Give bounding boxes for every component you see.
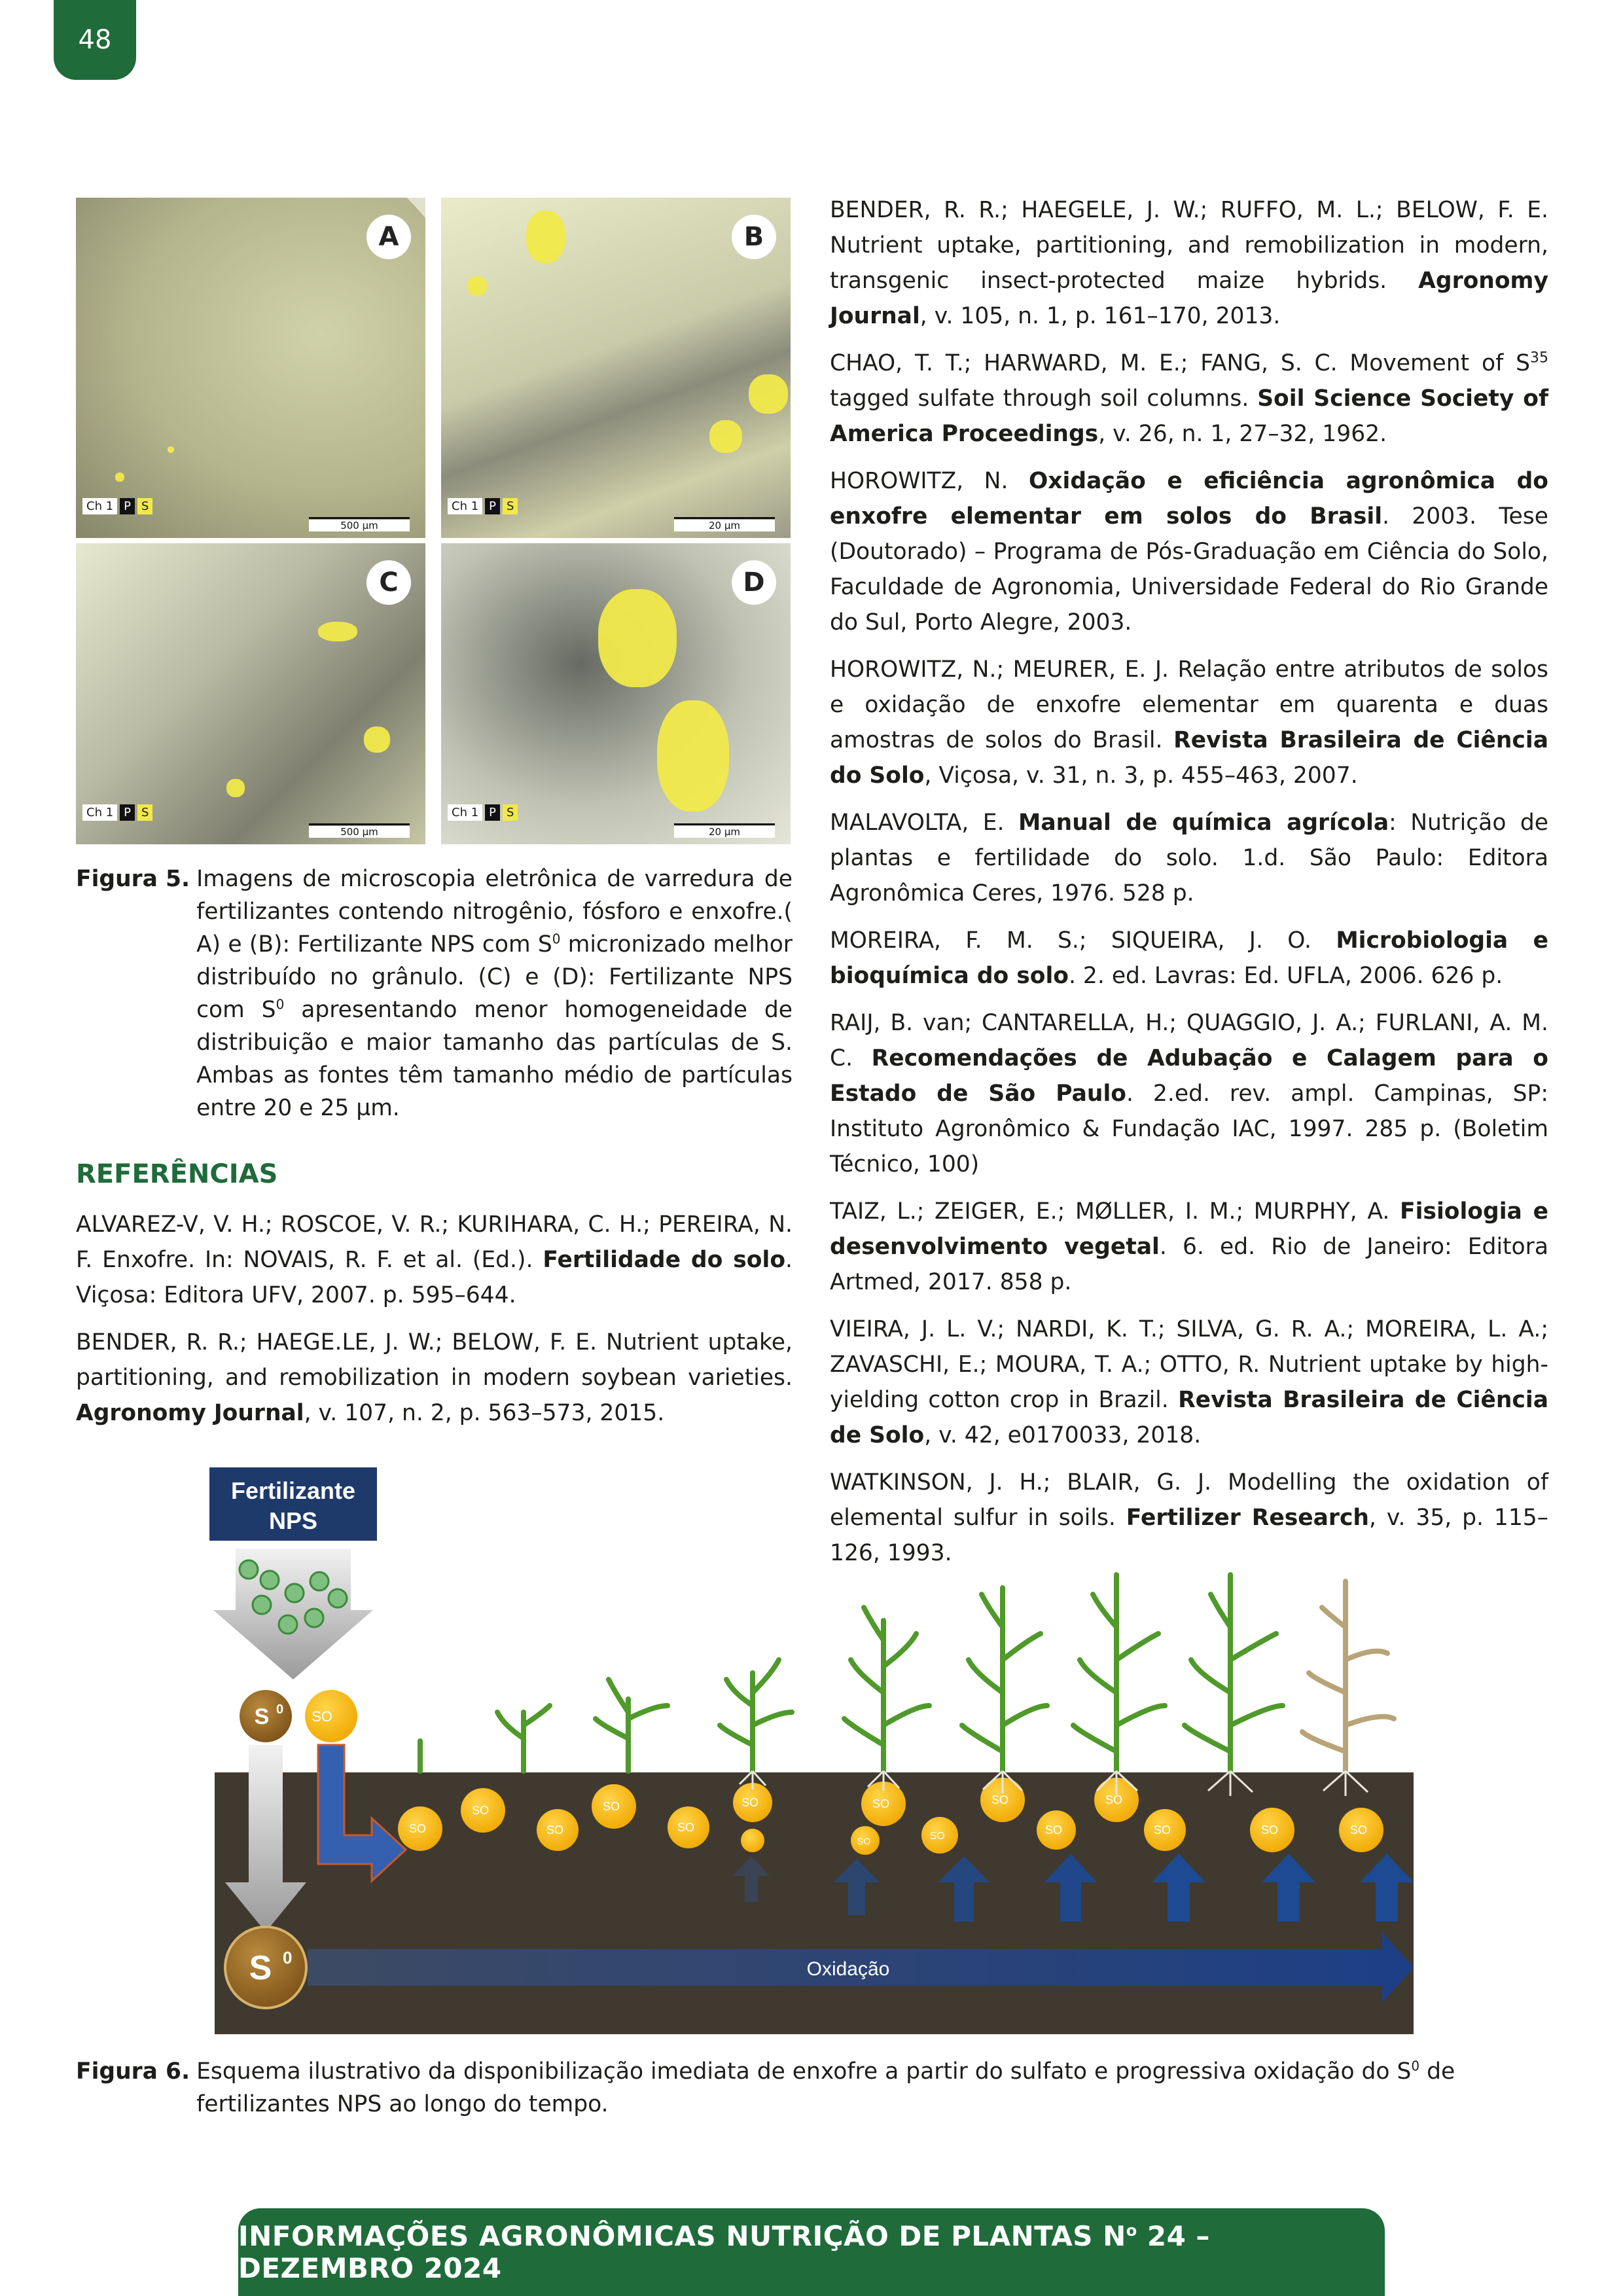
plants — [420, 1575, 1283, 1771]
fertilizer-label-line1: Fertilizante — [230, 1477, 356, 1504]
channel-legend: Ch 1 P S — [448, 498, 518, 514]
reference-item: MALAVOLTA, E. Manual de química agrícola: Nutrição de plantas e fertilidade do solo. 1.d. São Paulo: Editora Agronômica Ceres, 1976. 528 p. — [830, 810, 1549, 906]
svg-text:SO: SO — [1260, 1823, 1279, 1837]
svg-text:SO: SO — [546, 1823, 564, 1837]
svg-text:SO: SO — [677, 1821, 695, 1834]
oxidation-label: Oxidação — [806, 1958, 890, 1980]
references-left-column — [76, 1134, 793, 1443]
svg-text:SO: SO — [1153, 1823, 1171, 1837]
micrograph-a — [76, 198, 425, 538]
reference-item: BENDER, R. R.; HAEGE.LE, J. W.; BELOW, F. E. Nutrient uptake, partitioning, and remobilization in modern soybean varieties. Agronomy Journal, v. 107, n. 2, p. 563–573, 2015. — [76, 1329, 793, 1426]
caption-label: Figura 6. — [76, 2058, 190, 2085]
scale-bar: 20 µm — [674, 520, 775, 531]
fertilizer-label-line2: NPS — [268, 1507, 318, 1534]
figure-5-caption — [76, 863, 793, 1124]
reference-item: HOROWITZ, N. Oxidação e eficiência agronômica do enxofre elementar em solos do Brasil. 2003. Tese (Doutorado) – Programa de Pós-Graduação em Ciência do Solo, Faculdade de Agronomia, Universidade Federal do Rio Grande do Sul, Porto Alegre, 2003. — [830, 468, 1548, 636]
footer-text: INFORMAÇÕES AGRONÔMICAS NUTRIÇÃO DE PLANTAS $N^o$ 24 – DEZEMBRO 2024 — [238, 2220, 1210, 2284]
panel-letter: B — [732, 215, 776, 259]
sulfur-oxidation-diagram — [209, 1463, 1427, 2039]
svg-text:SO: SO — [1044, 1823, 1063, 1837]
reference-item: HOROWITZ, N.; MEURER, E. J. Relação entre atributos de solos e oxidação de enxofre elementar em quarenta e duas amostras de solos do Brasil. Revista Brasileira de Ciência do Solo, Viçosa, v. 31, n. 3, p. 455–463, 2007. — [830, 656, 1548, 789]
svg-text:SO: SO — [991, 1793, 1009, 1806]
s0-label-soil: S — [249, 1949, 272, 1987]
reference-item: ALVAREZ-V, V. H.; ROSCOE, V. R.; KURIHARA, C. H.; PEREIRA, N. F. Enxofre. In: NOVAIS, R. F. et al. (Ed.). Fertilidade do solo. Viçosa: Editora UFV, 2007. p. 595–644. — [76, 1211, 793, 1308]
svg-text:SO: SO — [602, 1800, 620, 1813]
panel-letter: D — [732, 560, 776, 605]
svg-text:SO: SO — [872, 1797, 890, 1810]
svg-text:SO: SO — [408, 1822, 427, 1835]
page-number: 48 — [78, 25, 112, 55]
svg-text:0: 0 — [276, 1702, 284, 1717]
micrograph-c — [76, 543, 425, 844]
s0-label-top: S — [254, 1704, 270, 1729]
reference-item: RAIJ, B. van; CANTARELLA, H.; QUAGGIO, J. A.; FURLANI, A. M. C. Recomendações de Adubação e Calagem para o Estado de São Paulo. 2.ed. rev. ampl. Campinas, SP: Instituto Agronômico & Fundação IAC, 1997. 285 p. (Boletim Técnico, 100) — [830, 1010, 1548, 1177]
caption-text: Esquema ilustrativo da disponibilização imediata de enxofre a partir do sulfato e progressiva oxidação do $S^0$ de fertilizantes NPS ao longo do tempo. — [196, 2058, 1455, 2117]
svg-text:SO: SO — [312, 1708, 332, 1725]
svg-text:SO: SO — [929, 1831, 945, 1842]
mature-plant — [1302, 1581, 1394, 1771]
reference-item: MOREIRA, F. M. S.; SIQUEIRA, J. O. Microbiologia e bioquímica do solo. 2. ed. Lavras: Ed. UFLA, 2006. 626 p. — [830, 927, 1548, 989]
soil-layer — [215, 1772, 1414, 2034]
caption-text: Imagens de microscopia eletrônica de varredura de fertilizantes contendo nitrogênio, fósforo e enxofre.( A) e (B): Fertilizante NPS com $S^0$ micronizado melhor distribuído no grânulo. (C) e (D): Fertilizante NPS com $S^0$ apresentando menor homogeneidade de distribuição e maior tamanho das partículas de S. Ambas as fontes têm tamanho médio de partículas entre 20 e 25 µm. — [196, 866, 793, 1121]
page-number-tab — [54, 0, 136, 80]
svg-text:SO: SO — [1349, 1823, 1368, 1837]
channel-legend: Ch 1 P S — [82, 804, 152, 821]
panel-letter: C — [366, 560, 411, 605]
panel-letter: A — [366, 215, 411, 259]
reference-item: CHAO, T. T.; HARWARD, M. E.; FANG, S. C. Movement of $S^{35}$ tagged sulfate through soil columns. Soil Science Society of America Proceedings, v. 26, n. 1, 27–32, 1962. — [830, 350, 1548, 447]
scale-bar: 500 µm — [309, 826, 410, 838]
micrograph-b — [441, 198, 791, 538]
funnel-arrow — [213, 1549, 373, 1679]
caption-label: Figura 5. — [76, 866, 190, 892]
figure-6-caption — [76, 2055, 1548, 2121]
references-right-column — [830, 192, 1548, 1583]
svg-text:0: 0 — [283, 1948, 293, 1967]
scale-bar: 500 µm — [309, 520, 410, 531]
svg-text:SO: SO — [857, 1836, 871, 1846]
footer-banner — [238, 2208, 1385, 2296]
svg-text:SO: SO — [741, 1796, 759, 1809]
svg-text:SO: SO — [1105, 1793, 1123, 1806]
reference-item: VIEIRA, J. L. V.; NARDI, K. T.; SILVA, G. R. A.; MOREIRA, L. A.; ZAVASCHI, E.; MOURA, T. A.; OTTO, R. Nutrient uptake by high-yielding cotton crop in Brazil. Revista Brasileira de Ciência de Solo, v. 42, e0170033, 2018. — [830, 1316, 1548, 1448]
references-heading: REFERÊNCIAS — [76, 1159, 278, 1189]
channel-legend: Ch 1 P S — [448, 804, 518, 821]
reference-item: BENDER, R. R.; HAEGELE, J. W.; RUFFO, M. L.; BELOW, F. E. Nutrient uptake, partitioning, and remobilization in modern, transgenic insect-protected maize hybrids. Agronomy Journal, v. 105, n. 1, p. 161–170, 2013. — [830, 197, 1548, 329]
svg-text:SO: SO — [471, 1804, 490, 1817]
reference-item: WATKINSON, J. H.; BLAIR, G. J. Modelling the oxidation of elemental sulfur in soils. Fertilizer Research, v. 35, p. 115–126, 1993. — [830, 1469, 1548, 1566]
scale-bar: 20 µm — [674, 826, 775, 838]
micrograph-d — [441, 543, 791, 844]
channel-legend: Ch 1 P S — [82, 498, 152, 514]
reference-item: TAIZ, L.; ZEIGER, E.; MØLLER, I. M.; MURPHY, A. Fisiologia e desenvolvimento vegetal. 6. ed. Rio de Janeiro: Editora Artmed, 2017. 858 p. — [830, 1198, 1548, 1295]
